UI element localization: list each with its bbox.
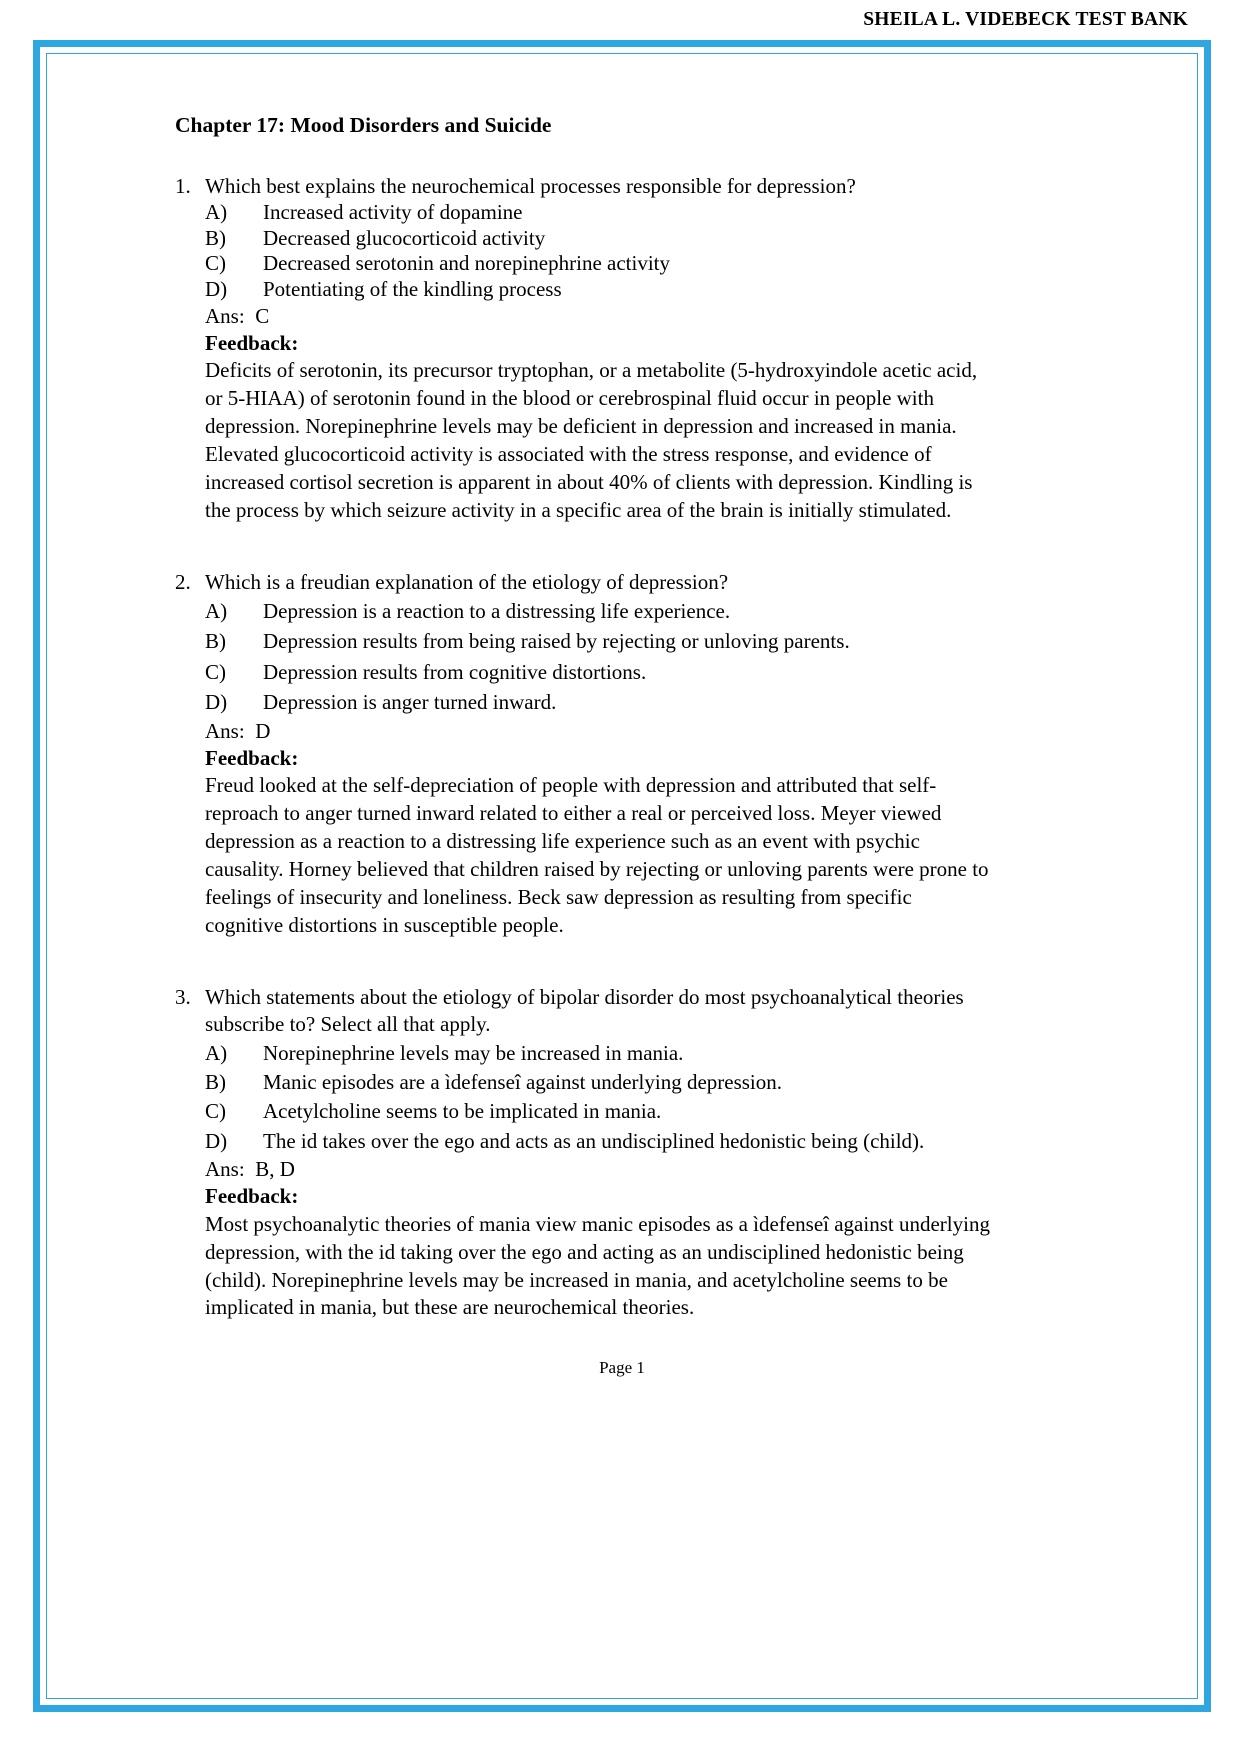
option-list — [175, 596, 995, 718]
question-stem-row — [175, 984, 995, 1039]
answer-line — [175, 1156, 995, 1183]
option-letter: A) — [205, 1040, 228, 1065]
question-text: Which best explains the neurochemical processes responsible for depression? — [205, 173, 856, 198]
option-text: Depression is anger turned inward. — [263, 690, 557, 715]
option-letter: B) — [205, 1069, 226, 1094]
option-text: The id takes over the ego and acts as an undisciplined hedonistic being (child). — [263, 1128, 925, 1153]
option-text: Norepinephrine levels may be increased in mania. — [263, 1040, 684, 1065]
option-letter: C) — [205, 251, 226, 276]
feedback-label: Feedback: — [205, 1184, 299, 1209]
question-number: 2. — [175, 569, 191, 594]
option-letter: B) — [205, 225, 226, 250]
question-number: 3. — [175, 984, 191, 1009]
option-item[interactable] — [175, 1097, 995, 1126]
feedback-text: Deficits of serotonin, its precursor tryptophan, or a metabolite (5-hydroxyindole acetic acid, or 5-HIAA) of serotonin found in the blood or cerebrospinal fluid occur in people with depression. Norepinephrine levels may be deficient in depression and increased in mania. Elevated glucocorticoid activity is associated with the stress response, and evidence of increased cortisol secretion is apparent in about 40% of clients with depression. Kindling is the process by which seizure activity in a specific area of the brain is initially stimulated. — [205, 358, 978, 522]
option-text: Decreased glucocorticoid activity — [263, 225, 546, 250]
answer-value: C — [255, 303, 270, 328]
option-text: Depression is a reaction to a distressing life experience. — [263, 599, 731, 624]
answer-line — [175, 718, 995, 745]
option-item[interactable] — [175, 626, 995, 656]
option-letter: C) — [205, 1099, 226, 1124]
feedback-text: Freud looked at the self-depreciation of people with depression and attributed that self-reproach to anger turned inward related to either a real or perceived loss. Meyer viewed depression as a reaction to a distressing life experience such as an event with psychic causality. Horney believed that children raised by rejecting or unloving parents were prone to feelings of insecurity and loneliness. Beck saw depression as resulting from specific cognitive distortions in susceptible people. — [205, 773, 989, 937]
option-text: Acetylcholine seems to be implicated in mania. — [263, 1099, 662, 1124]
page-title: Chapter 17: Mood Disorders and Suicide — [175, 113, 552, 137]
answer-label: Ans: — [205, 303, 245, 328]
question-text: Which is a freudian explanation of the etiology of depression? — [205, 569, 729, 594]
running-header: SHEILA L. VIDEBECK TEST BANK — [863, 9, 1188, 30]
question-block — [175, 984, 995, 1322]
option-letter: C) — [205, 659, 226, 684]
option-letter: D) — [205, 277, 228, 301]
option-item[interactable] — [175, 226, 995, 252]
option-item[interactable] — [175, 596, 995, 626]
option-text: Depression results from cognitive distortions. — [263, 659, 647, 684]
answer-label: Ans: — [205, 1157, 245, 1182]
option-item[interactable] — [175, 1039, 995, 1068]
option-list — [175, 200, 995, 302]
answer-value: D — [255, 718, 271, 743]
question-block — [175, 569, 995, 940]
option-text: Manic episodes are a ìdefenseî against underlying depression. — [263, 1069, 783, 1094]
option-letter: D) — [205, 1128, 228, 1153]
question-text: Which statements about the etiology of bipolar disorder do most psychoanalytical theories subscribe to? Select all that apply. — [205, 984, 964, 1037]
question-stem-row — [175, 569, 995, 596]
option-text: Potentiating of the kindling process — [263, 277, 562, 301]
option-item[interactable] — [175, 657, 995, 687]
feedback-label: Feedback: — [205, 746, 299, 771]
question-stem-row — [175, 173, 995, 200]
page-footer: Page 1 — [599, 1358, 645, 1377]
option-letter: A) — [205, 200, 228, 225]
question-number: 1. — [175, 173, 191, 198]
document-body — [175, 112, 995, 1322]
option-item[interactable] — [175, 200, 995, 226]
option-list — [175, 1039, 995, 1157]
option-letter: A) — [205, 599, 228, 624]
option-item[interactable] — [175, 687, 995, 717]
option-item[interactable] — [175, 277, 995, 303]
option-item[interactable] — [175, 1127, 995, 1156]
feedback-text: Most psychoanalytic theories of mania view manic episodes as a ìdefenseî against underlying depression, with the id taking over the ego and acting as an undisciplined hedonistic being (child). Norepinephrine levels may be increased in mania, and acetylcholine seems to be implicated in mania, but these are neurochemical theories. — [205, 1211, 990, 1320]
feedback-label: Feedback: — [205, 330, 299, 355]
answer-value: B, D — [255, 1157, 295, 1182]
option-text: Increased activity of dopamine — [263, 200, 523, 225]
option-text: Decreased serotonin and norepinephrine activity — [263, 251, 671, 276]
option-item[interactable] — [175, 1068, 995, 1097]
option-letter: D) — [205, 690, 228, 715]
question-block — [175, 173, 995, 525]
option-letter: B) — [205, 629, 226, 654]
answer-label: Ans: — [205, 718, 245, 743]
answer-line — [175, 303, 995, 330]
option-item[interactable] — [175, 251, 995, 277]
option-text: Depression results from being raised by rejecting or unloving parents. — [263, 629, 850, 654]
